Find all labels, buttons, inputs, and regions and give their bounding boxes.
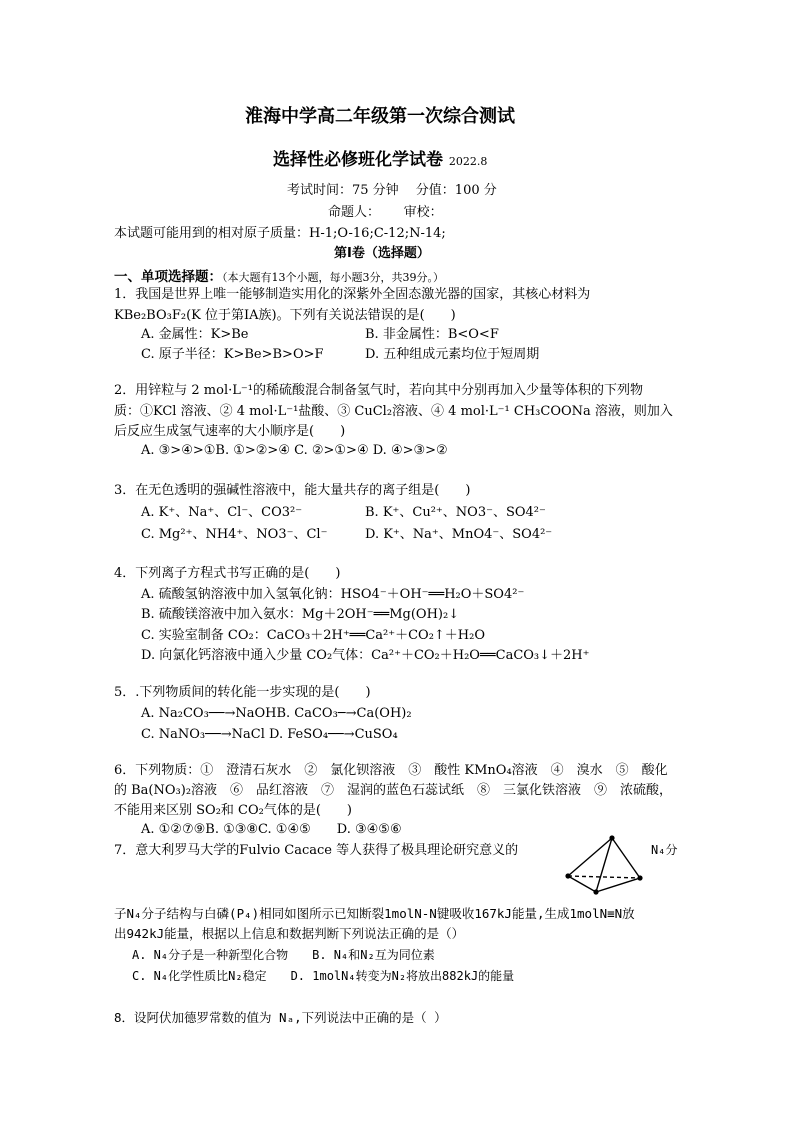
atomic-mass-line: 本试题可能用到的相对原子质量：H-1;O-16;C-12;N-14;	[114, 226, 446, 241]
q2-options[interactable]: A. ③>④>①B. ①>②>④ C. ②>①>④ D. ④>③>②	[141, 443, 448, 458]
part1-title: 第Ⅰ卷（选择题）	[334, 246, 430, 261]
q5-options-cd[interactable]: C. NaNO₃──→NaCl D. FeSO₄──→CuSO₄	[141, 727, 398, 742]
section1-header	[114, 268, 444, 285]
q7-stem-line1: 7．意大利罗马大学的Fulvio Cacace 等人获得了极具理论研究意义的	[114, 843, 519, 858]
q4-option-b[interactable]: B. 硫酸镁溶液中加入氨水：Mg＋2OH⁻══Mg(OH)₂↓	[141, 607, 460, 622]
q6-options[interactable]: A. ①②⑦⑨B. ①③⑧C. ①④⑤ D. ③④⑤⑥	[141, 822, 402, 837]
q2-stem-line1: 2．用锌粒与 2 mol·L⁻¹的稀硫酸混合制备氢气时，若向其中分别再加入少量等体积的下列物	[114, 383, 643, 398]
q1-stem-line1: 1．我国是世界上唯一能够制造实用化的深紫外全固态激光器的国家，其核心材料为	[114, 287, 591, 302]
exam-date: 2022.8	[448, 155, 488, 168]
section1-title: 一、单项选择题：	[114, 269, 222, 285]
q1-stem-line2: KBe₂BO₃F₂(K 位于第ⅠA族)。下列有关说法错误的是( )	[114, 308, 456, 323]
q1-option-d[interactable]: D. 五种组成元素均位于短周期	[365, 347, 540, 362]
bond-edge	[596, 878, 640, 892]
q2-stem-line3: 后反应生成氢气速率的大小顺序是( )	[114, 424, 346, 439]
n4-tetrahedron-diagram	[556, 834, 656, 898]
q6-stem-line3: 不能用来区别 SO₂和 CO₂气体的是( )	[114, 803, 352, 818]
atom-dot	[609, 835, 614, 840]
q1-option-b[interactable]: B. 非金属性：B<O<F	[365, 327, 499, 342]
q4-stem: 4．下列离子方程式书写正确的是( )	[114, 566, 341, 581]
q3-option-d[interactable]: D. K⁺、Na⁺、MnO4⁻、SO4²⁻	[365, 527, 553, 542]
q1-option-c[interactable]: C. 原子半径：K>Be>B>O>F	[141, 347, 324, 362]
q4-option-d[interactable]: D. 向氯化钙溶液中通入少量 CO₂气体：Ca²⁺＋CO₂＋H₂O══CaCO₃↓＋2H⁺	[141, 648, 590, 663]
subject-title	[273, 152, 487, 169]
q7-stem-line2: 子N₄分子结构与白磷(P₄)相同如图所示已知断裂1molN-N键吸收167kJ能量,生成1molN≡N放	[114, 906, 635, 921]
exam-title: 淮海中学高二年级第一次综合测试	[245, 106, 515, 127]
section1-note: （本大题有13个小题，每小题3分，共39分。）	[222, 271, 444, 284]
bond-edge	[612, 838, 640, 878]
q2-stem-line2: 质：①KCl 溶液、② 4 mol·L⁻¹盐酸、③ CuCl₂溶液、④ 4 mol·L⁻¹ CH₃COONa 溶液，则加入	[114, 404, 673, 419]
q1-option-a[interactable]: A. 金属性：K>Be	[141, 327, 249, 342]
q8-stem: 8．设阿伏加德罗常数的值为 Nₐ,下列说法中正确的是（ ）	[114, 1010, 447, 1025]
atom-dot	[637, 875, 642, 880]
q5-stem: 5．.下列物质间的转化能一步实现的是( )	[114, 685, 371, 700]
q3-option-a[interactable]: A. K⁺、Na⁺、Cl⁻、CO3²⁻	[141, 505, 303, 520]
q4-option-a[interactable]: A. 硫酸氢钠溶液中加入氢氧化钠：HSO4⁻＋OH⁻══H₂O＋SO4²⁻	[141, 587, 525, 602]
bond-edge	[568, 876, 596, 892]
q5-options-ab[interactable]: A. Na₂CO₃──→NaOHB. CaCO₃─→Ca(OH)₂	[141, 706, 412, 721]
q7-options-cd[interactable]: C. N₄化学性质比N₂稳定 D. 1molN₄转变为N₂将放出882kJ的能量	[132, 969, 515, 983]
q6-stem-line1: 6．下列物质：① 澄清石灰水 ② 氯化钡溶液 ③ 酸性 KMnO₄溶液 ④ 溴水 ⑤ 酸化	[114, 763, 668, 778]
atom-dot	[565, 873, 570, 878]
bond-edge	[596, 838, 612, 892]
subject-title-text: 选择性必修班化学试卷	[273, 150, 443, 170]
q6-stem-line2: 的 Ba(NO₃)₂溶液 ⑥ 品红溶液 ⑦ 湿润的蓝色石蕊试纸 ⑧ 三氯化铁溶液 ⑨ 浓硫酸，	[114, 783, 673, 798]
q7-molecule-label: N₄分	[651, 843, 678, 857]
q7-stem-line3: 出942kJ能量，根据以上信息和数据判断下列说法正确的是（）	[114, 926, 465, 941]
q3-option-b[interactable]: B. K⁺、Cu²⁺、NO3⁻、SO4²⁻	[365, 505, 546, 520]
bond-edge	[568, 838, 612, 876]
q3-option-c[interactable]: C. Mg²⁺、NH4⁺、NO3⁻、Cl⁻	[141, 527, 328, 542]
hidden-bond-edge	[568, 876, 640, 878]
atom-dot	[593, 889, 598, 894]
exam-info: 考试时间：75 分钟 分值：100 分	[287, 183, 497, 198]
q4-option-c[interactable]: C. 实验室制备 CO₂：CaCO₃＋2H⁺══Ca²⁺＋CO₂↑＋H₂O	[141, 628, 486, 643]
author-line: 命题人： 审校：	[328, 205, 443, 220]
q7-options-ab[interactable]: A. N₄分子是一种新型化合物 B. N₄和N₂互为同位素	[132, 948, 435, 962]
q3-stem: 3．在无色透明的强碱性溶液中，能大量共存的离子组是( )	[114, 483, 471, 498]
